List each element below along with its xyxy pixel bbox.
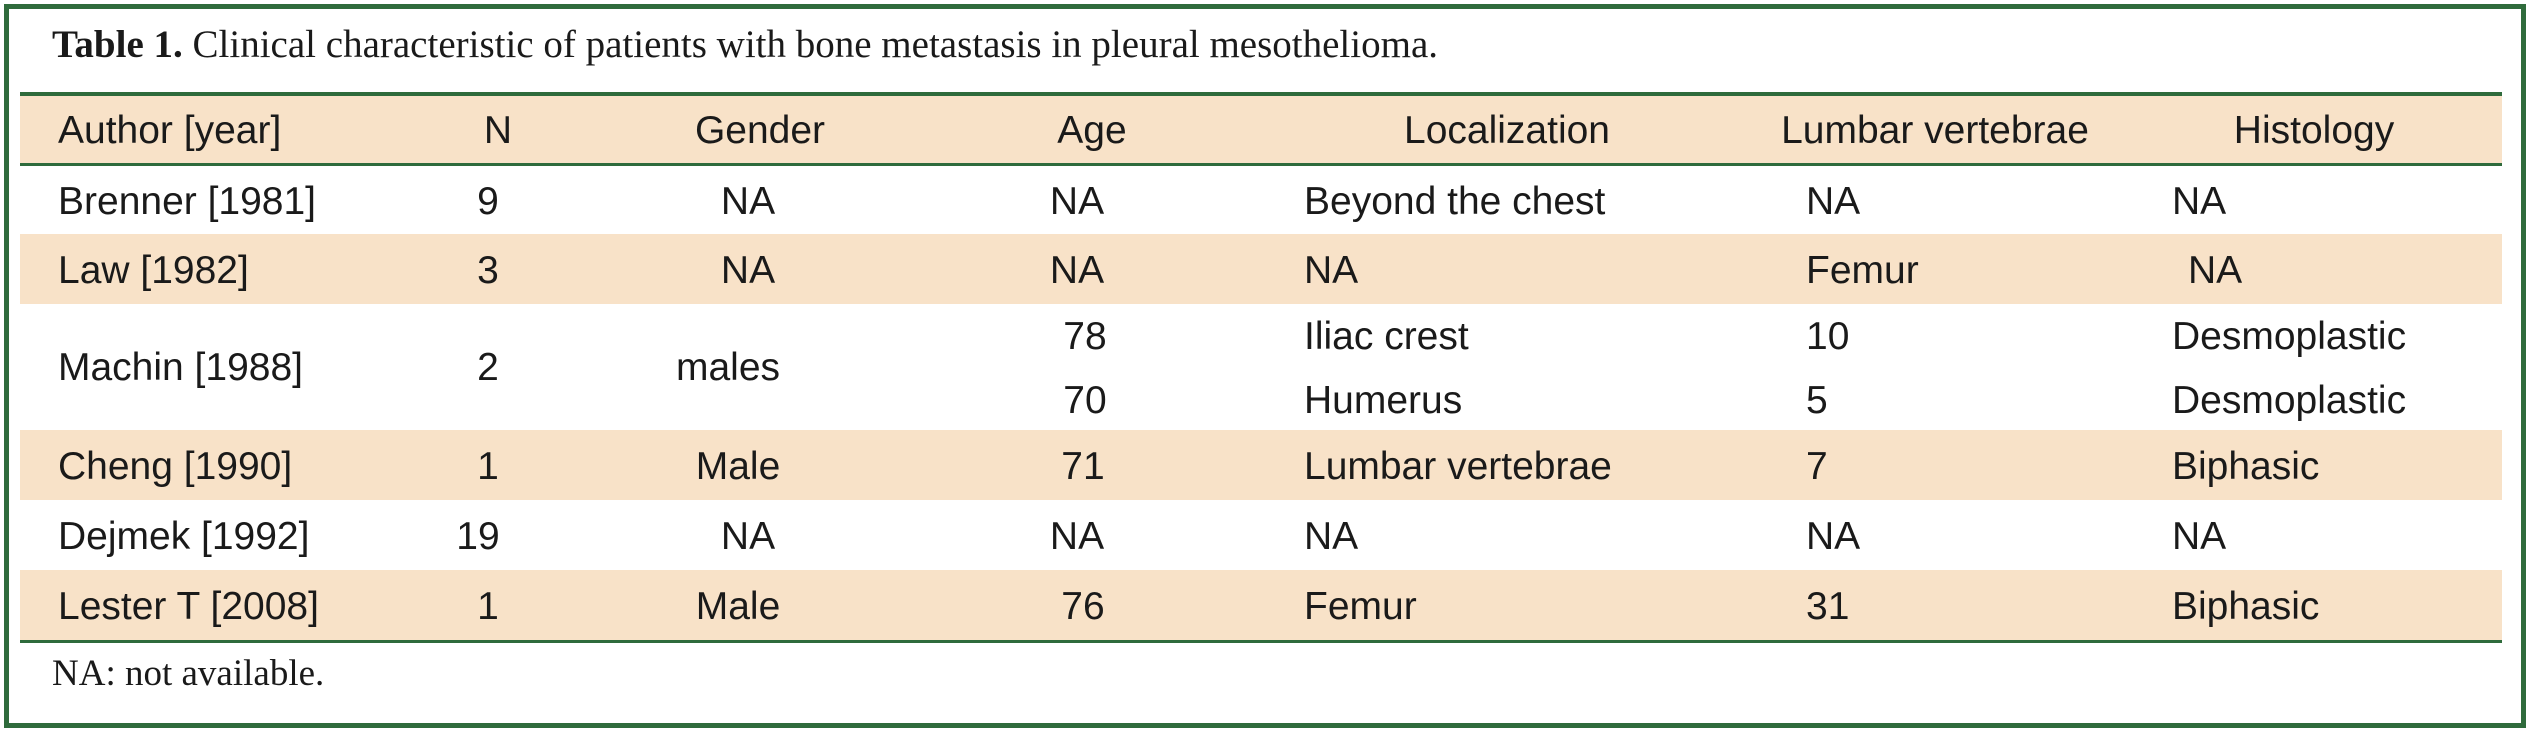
table-footnote: NA: not available.: [52, 653, 325, 694]
cell-lumbar: 5: [1806, 379, 1828, 422]
cell-localization: NA: [1304, 515, 1359, 558]
header-n: N: [483, 109, 513, 152]
cell-author: Lester T [2008]: [58, 585, 319, 628]
cell-author: Dejmek [1992]: [58, 515, 310, 558]
cell-age: NA: [1049, 180, 1105, 223]
cell-localization: Humerus: [1304, 379, 1463, 422]
cell-gender: NA: [720, 249, 776, 292]
header-author: Author [year]: [58, 109, 282, 152]
cell-lumbar: 10: [1806, 315, 1850, 358]
cell-gender: males: [675, 346, 781, 389]
bottom-rule: [20, 640, 2502, 643]
table-caption: [52, 22, 1438, 67]
header-lumbar: Lumbar vertebrae: [1781, 109, 2089, 152]
cell-gender: NA: [720, 180, 776, 223]
table-row: [20, 234, 2502, 304]
cell-histology: NA: [2172, 515, 2227, 558]
table-row: [20, 500, 2502, 570]
cell-age: 71: [1061, 445, 1105, 488]
cell-localization: Femur: [1304, 585, 1417, 628]
cell-age: 76: [1061, 585, 1105, 628]
table-row: [20, 570, 2502, 640]
cell-gender: Male: [695, 585, 781, 628]
header-localization: Localization: [1404, 109, 1610, 152]
cell-n: 19: [456, 515, 500, 558]
cell-gender: Male: [695, 445, 781, 488]
caption-text: Clinical characteristic of patients with bone metastasis in pleural mesothelioma.: [192, 23, 1438, 66]
cell-histology: Desmoplastic: [2172, 315, 2407, 358]
cell-localization: Iliac crest: [1304, 315, 1469, 358]
cell-lumbar: 31: [1806, 585, 1850, 628]
cell-n: 1: [477, 585, 499, 628]
cell-author: Law [1982]: [58, 249, 249, 292]
header-gender: Gender: [694, 109, 826, 152]
cell-histology: Biphasic: [2172, 445, 2320, 488]
header-age: Age: [1057, 109, 1127, 152]
cell-histology: NA: [2188, 249, 2243, 292]
cell-age: NA: [1049, 249, 1105, 292]
caption-label: Table 1.: [52, 23, 183, 66]
cell-author: Cheng [1990]: [58, 445, 293, 488]
cell-n: 2: [477, 346, 499, 389]
table-row: [20, 166, 2502, 234]
cell-lumbar: NA: [1806, 180, 1861, 223]
cell-age: 78: [1063, 315, 1107, 358]
cell-localization: Lumbar vertebrae: [1304, 445, 1612, 488]
cell-n: 9: [477, 180, 499, 223]
cell-lumbar: Femur: [1806, 249, 1919, 292]
cell-age: NA: [1049, 515, 1105, 558]
table-row: [20, 430, 2502, 500]
header-row: [20, 96, 2502, 163]
cell-lumbar: NA: [1806, 515, 1861, 558]
cell-histology: Desmoplastic: [2172, 379, 2407, 422]
table-row: [20, 304, 2502, 430]
cell-localization: Beyond the chest: [1304, 180, 1606, 223]
cell-gender: NA: [720, 515, 776, 558]
cell-localization: NA: [1304, 249, 1359, 292]
cell-histology: NA: [2172, 180, 2227, 223]
cell-lumbar: 7: [1806, 445, 1828, 488]
cell-age: 70: [1063, 379, 1107, 422]
cell-author: Machin [1988]: [58, 346, 303, 389]
cell-n: 1: [477, 445, 499, 488]
cell-histology: Biphasic: [2172, 585, 2320, 628]
cell-author: Brenner [1981]: [58, 180, 317, 223]
header-histology: Histology: [2233, 109, 2395, 152]
cell-n: 3: [477, 249, 499, 292]
